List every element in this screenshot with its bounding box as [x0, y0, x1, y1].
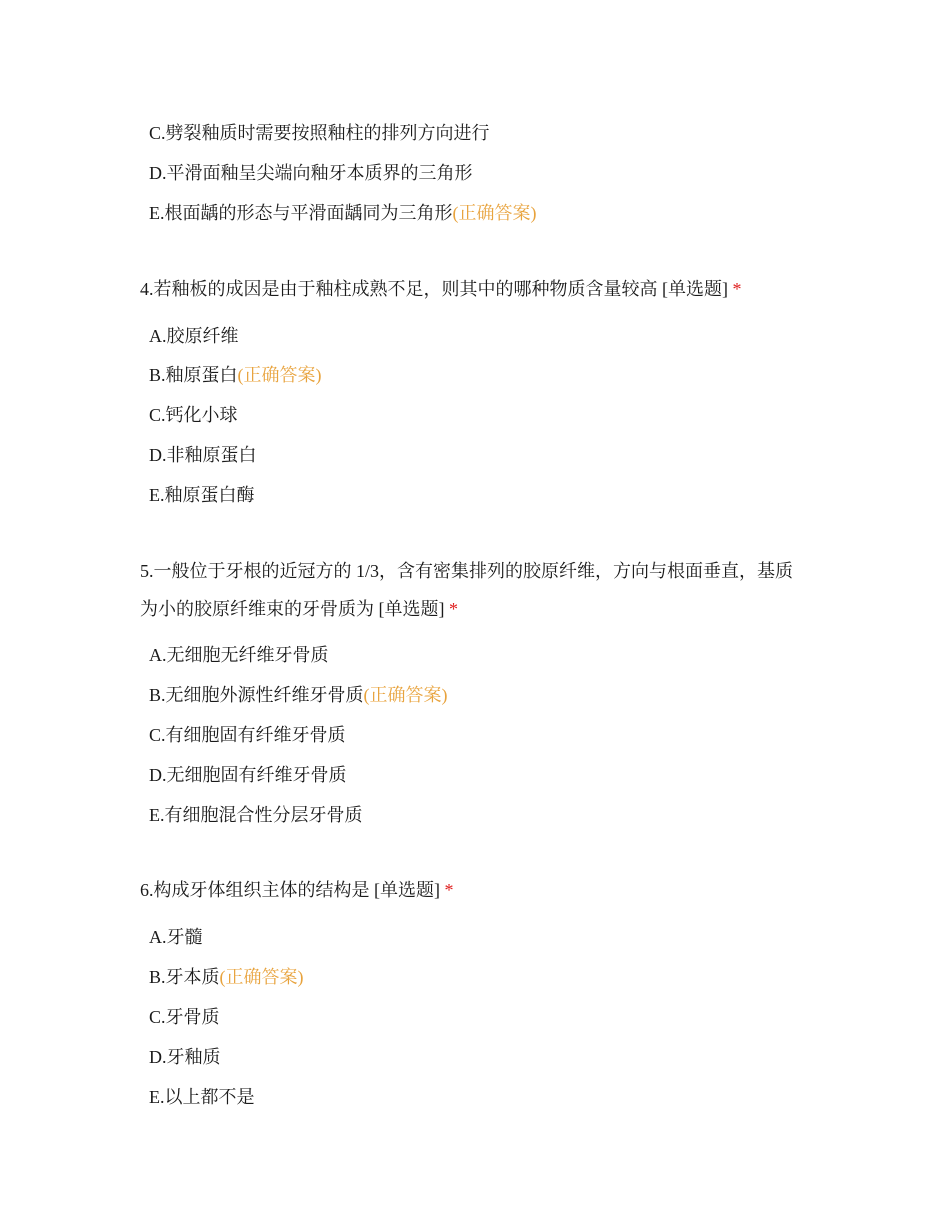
correct-answer-marker: (正确答案)	[452, 203, 537, 223]
option-label: C.牙骨质	[149, 1007, 220, 1027]
q4-option-e	[149, 483, 255, 507]
q3-option-c	[149, 121, 490, 145]
option-label: D.无细胞固有纤维牙骨质	[149, 765, 347, 785]
option-label: E.根面龋的形态与平滑面龋同为三角形	[149, 203, 453, 223]
q6-option-e	[149, 1085, 255, 1109]
option-label: B.无细胞外源性纤维牙骨质	[149, 685, 364, 705]
q4-option-b	[149, 363, 322, 387]
q4-option-d	[149, 443, 257, 467]
option-label: D.平滑面釉呈尖端向釉牙本质界的三角形	[149, 163, 473, 183]
option-label: D.非釉原蛋白	[149, 445, 257, 465]
correct-answer-marker: (正确答案)	[237, 365, 322, 385]
q5-option-d	[149, 763, 347, 787]
option-label: B.釉原蛋白	[149, 365, 238, 385]
q6-option-a	[149, 925, 203, 949]
option-label: A.牙髓	[149, 927, 203, 947]
option-label: B.牙本质	[149, 967, 220, 987]
q5-option-e	[149, 803, 363, 827]
q6-option-c	[149, 1005, 220, 1029]
q3-option-e	[149, 201, 537, 225]
q4-option-a	[149, 324, 239, 348]
option-label: E.以上都不是	[149, 1087, 255, 1107]
q4-option-c	[149, 403, 238, 427]
required-asterisk: *	[444, 880, 454, 900]
question-5-title	[140, 552, 810, 628]
q3-option-d	[149, 161, 473, 185]
option-label: D.牙釉质	[149, 1047, 221, 1067]
option-label: A.无细胞无纤维牙骨质	[149, 645, 329, 665]
option-label: C.钙化小球	[149, 405, 238, 425]
question-6-title	[140, 871, 810, 909]
q6-option-d	[149, 1045, 221, 1069]
question-4-title	[140, 270, 810, 308]
q5-option-c	[149, 723, 346, 747]
question-text: 4.若釉板的成因是由于釉柱成熟不足，则其中的哪种物质含量较高 [单选题]	[140, 279, 728, 299]
option-label: C.有细胞固有纤维牙骨质	[149, 725, 346, 745]
required-asterisk: *	[449, 599, 458, 619]
question-text: 5.一般位于牙根的近冠方的 1/3，含有密集排列的胶原纤维，方向与根面垂直，基质为小的胶原纤维束的牙骨质为 [单选题]	[140, 561, 793, 619]
q6-option-b	[149, 965, 304, 989]
required-asterisk: *	[732, 279, 742, 299]
option-label: E.釉原蛋白酶	[149, 485, 255, 505]
option-label: E.有细胞混合性分层牙骨质	[149, 805, 363, 825]
correct-answer-marker: (正确答案)	[219, 967, 304, 987]
option-label: C.劈裂釉质时需要按照釉柱的排列方向进行	[149, 123, 490, 143]
option-label: A.胶原纤维	[149, 326, 239, 346]
correct-answer-marker: (正确答案)	[363, 685, 448, 705]
q5-option-b	[149, 683, 448, 707]
q5-option-a	[149, 643, 329, 667]
question-text: 6.构成牙体组织主体的结构是 [单选题]	[140, 880, 440, 900]
